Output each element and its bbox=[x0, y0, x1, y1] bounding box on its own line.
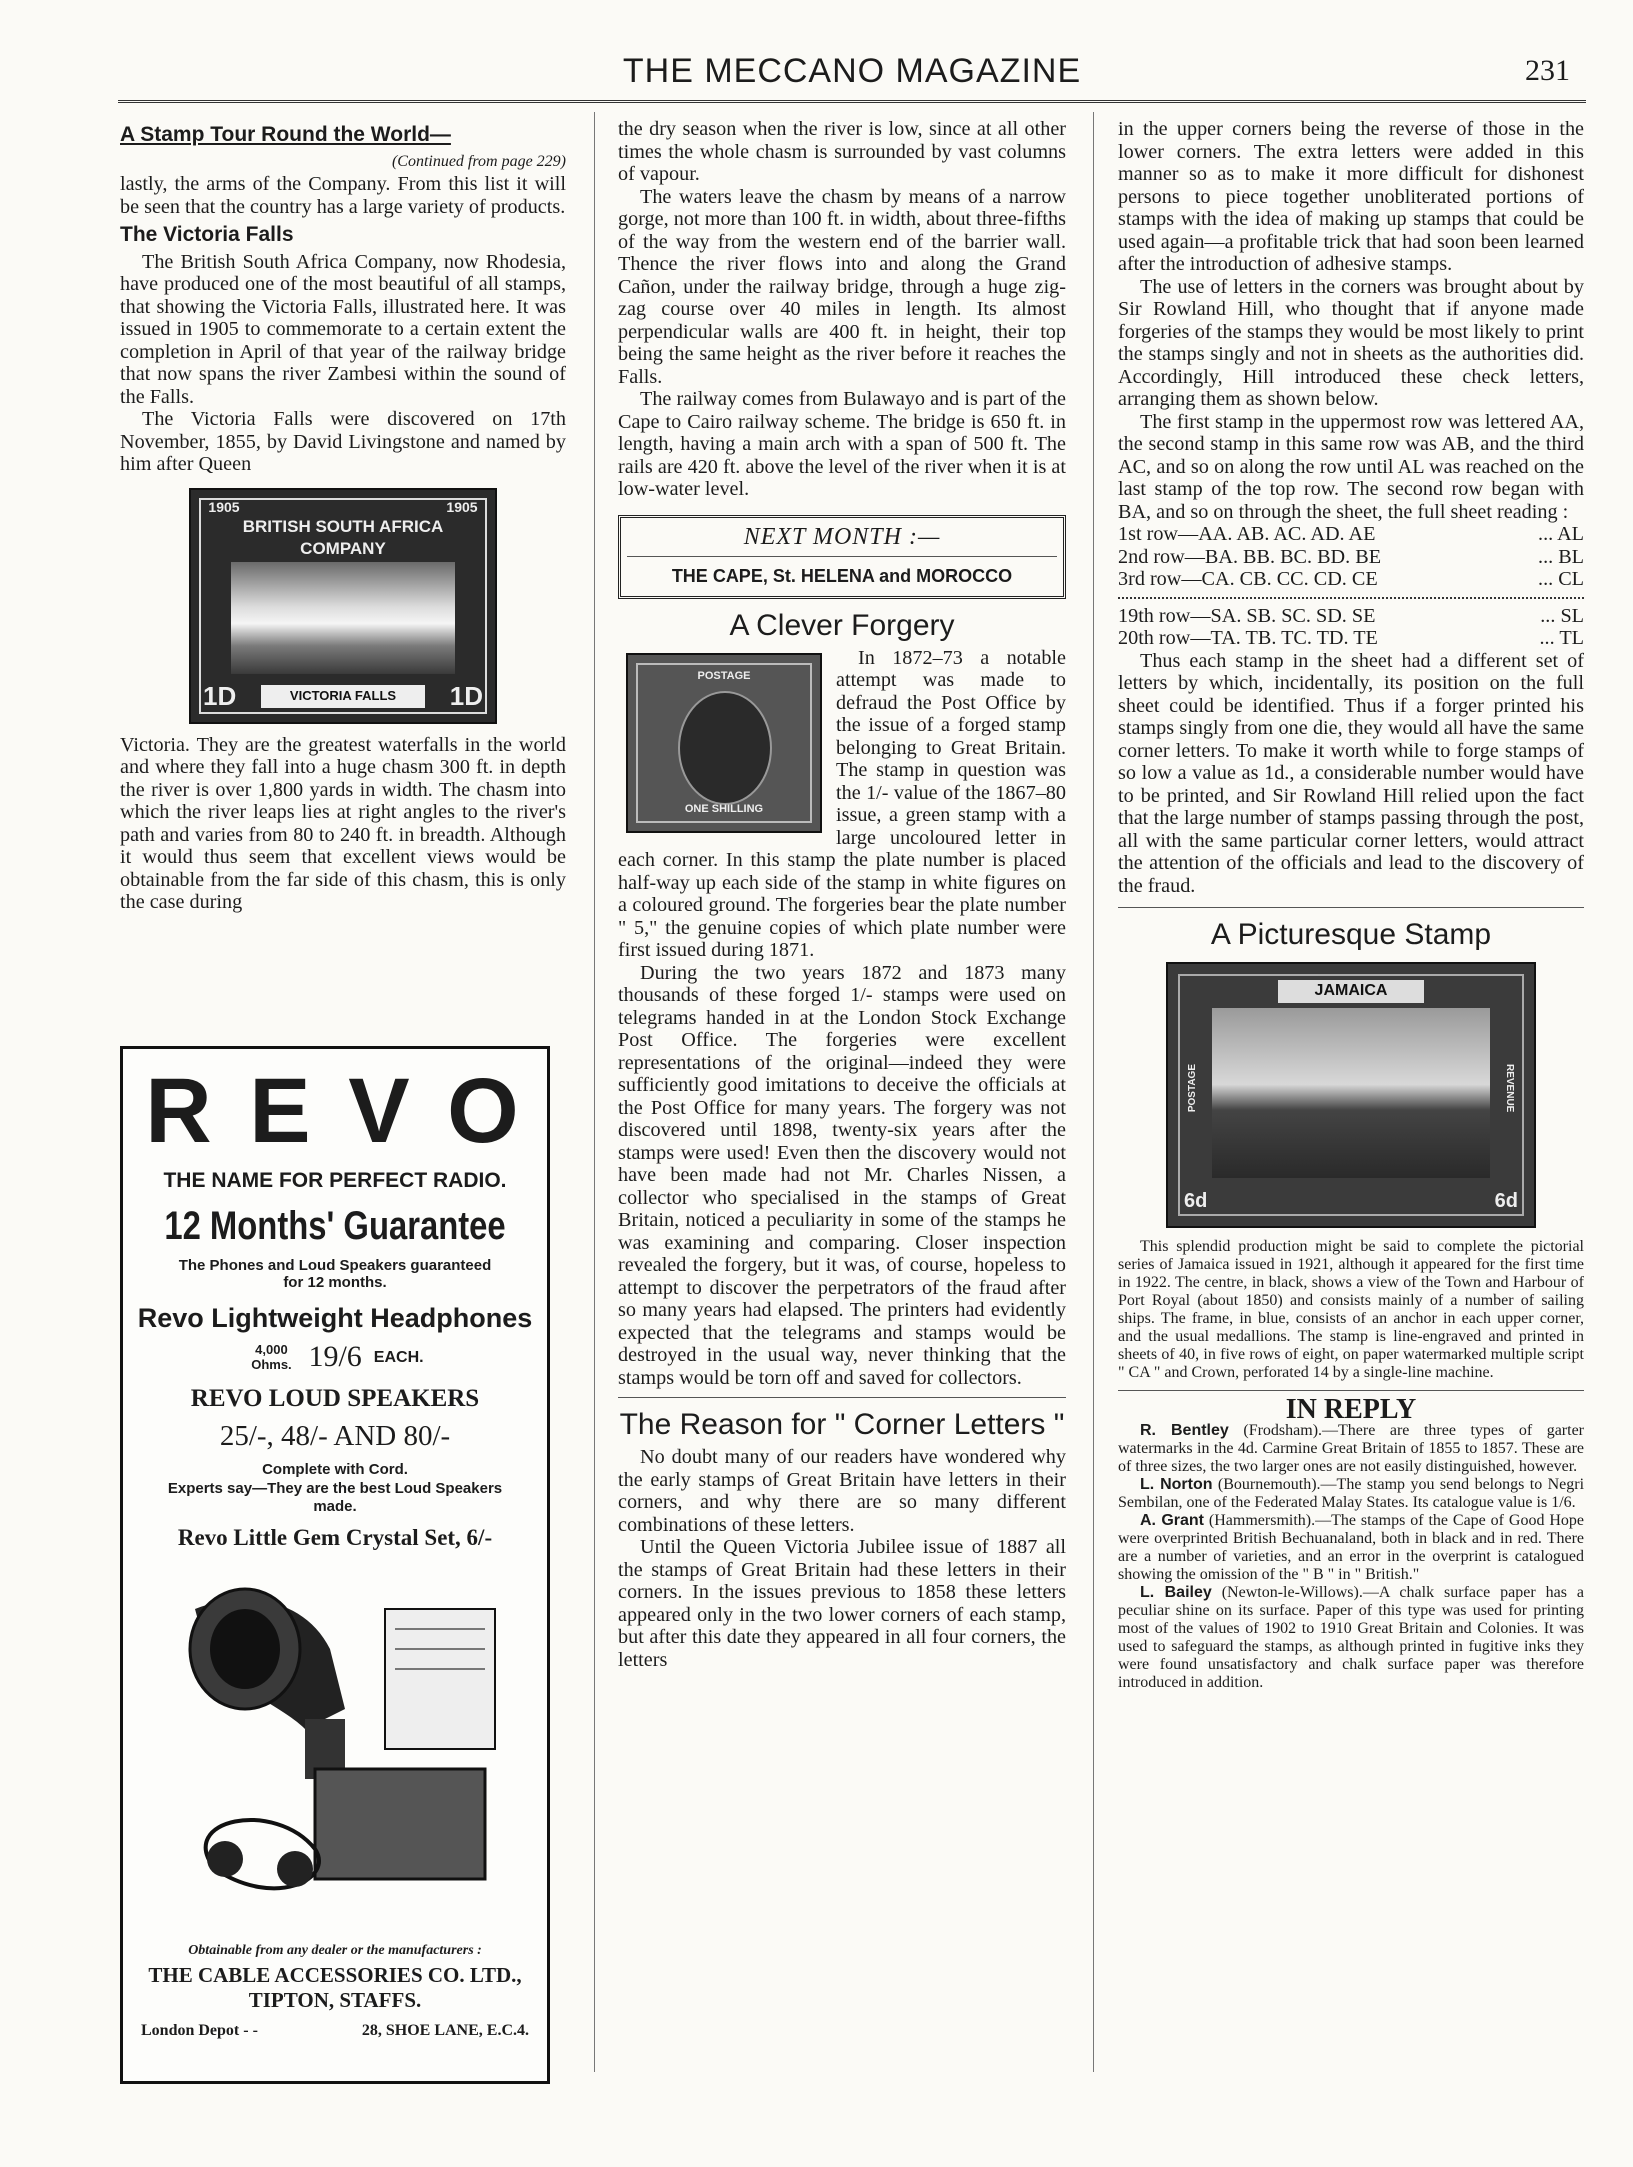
loudspeaker-illustration bbox=[155, 1569, 515, 1929]
next-month-box bbox=[618, 515, 1066, 599]
section-rule bbox=[618, 1397, 1066, 1398]
ad-ohms: 4,000 Ohms. bbox=[251, 1341, 292, 1372]
stamp-value-left: 1D bbox=[203, 681, 237, 711]
ad-crystal: Revo Little Gem Crystal Set, 6/- bbox=[177, 1524, 493, 1550]
magazine-title: THE MECCANO MAGAZINE bbox=[622, 52, 1082, 90]
revo-advertisement bbox=[120, 1046, 550, 2084]
article-heading: A Stamp Tour Round the World— bbox=[120, 123, 451, 146]
page-number: 231 bbox=[1525, 54, 1570, 87]
forgery-heading: A Clever Forgery bbox=[729, 608, 955, 642]
paragraph: The Victoria Falls were discovered on 17th November, 1855, by David Livingstone and named by him after Queen bbox=[120, 408, 566, 475]
ad-obtainable: Obtainable from any dealer or the manufacturers : bbox=[188, 1943, 482, 1959]
reply-item: L. Bailey (Newton-le-Willows).—A chalk surface paper has a peculiar shine on its surface. Paper of this type was used for printing most of the values of 1902 to 1910 Great Britain and Colonies. It was used to safeguard the stamps, as although printed in fugitive inks they were found unsatisfactory and chalk surface paper was therefore introduced in addition. bbox=[1118, 1583, 1584, 1691]
stamp-value-right: 1D bbox=[449, 681, 483, 711]
stamp3-value-left: 6d bbox=[1184, 1189, 1208, 1212]
paragraph: In 1872–73 a notable attempt was made to defraud the Post Office by the issue of a forged stamp belonging to Great Britain. The stamp in question was the 1/- value of the 1867–80 issue, a green stamp with a large uncoloured letter in each corner. In this stamp the plate number is placed half-way up each side of the stamp in white figures on a coloured ground. The forgeries bear the plate number " 5," the genuine copies of which plate number were first issued during 1871. bbox=[618, 646, 1066, 961]
stamp-year-left: 1905 bbox=[208, 498, 240, 515]
ad-depot-address: 28, SHOE LANE, E.C.4. bbox=[361, 2021, 529, 2039]
ad-depot-label: London Depot - - bbox=[141, 2021, 258, 2039]
page-header bbox=[118, 52, 1586, 98]
paragraph: in the upper corners being the reverse of those in the lower corners. The extra letters were added in this manner so as to make it more difficult for dishonest persons to piece together unobliterated portions of stamps with the idea of making up stamps that could be used again—a profitable trick that had soon been learned after the introduction of adhesive stamps. bbox=[1118, 118, 1584, 275]
section-rule bbox=[1118, 1390, 1584, 1391]
stamp-caption: This splendid production might be said to complete the pictorial series of Jamaica issued in 1921, although it appeared for the first time in 1922. The centre, in black, shows a view of the Town and Harbour of Port Royal (about 1850) and consists mainly of a number of sailing ships. The frame, in blue, consists of an anchor in each upper corner, and the usual medallions. The stamp is line-engraved and printed in sheets of 40, in five rows of eight, on paper watermarked multiple script " CA " and Crown, perforated 14 by a single-line machine. bbox=[1118, 1238, 1584, 1381]
waterfall-picture bbox=[231, 562, 455, 674]
dotted-separator bbox=[1118, 597, 1584, 599]
paragraph: The railway comes from Bulawayo and is part of the Cape to Cairo railway scheme. The bridge is 650 ft. in length, having a main arch with a span of 500 ft. The rails are 420 ft. above the level of the river when it is at low-water level. bbox=[618, 388, 1066, 500]
ad-guarantee-sub: The Phones and Loud Speakers guaranteed for 12 months. bbox=[178, 1256, 492, 1292]
ad-company: THE CABLE ACCESSORIES CO. LTD., bbox=[148, 1963, 522, 1988]
corner-letters-heading: The Reason for " Corner Letters " bbox=[619, 1408, 1065, 1441]
column-2 bbox=[618, 118, 1066, 2038]
ad-headphones: Revo Lightweight Headphones bbox=[137, 1303, 533, 1334]
ad-each: EACH. bbox=[373, 1348, 424, 1366]
sheet-row: 20th row—TA. TB. TC. TD. TE ... TL bbox=[1118, 627, 1584, 649]
paragraph: During the two years 1872 and 1873 many thousands of these forged 1/- stamps were used on telegrams handed in at the London Stock Exchange Post Office. The forgeries were excellent representations of the original—indeed they were sufficiently good imitations to deceive the officials at the Post Office for many years. The forgery was not discovered until 1898, twenty-six years after the stamps were used! Even then the discovery would not have been made had not Mr. Charles Nissen, a collector who specialised in the stamps of Great Britain, noticed a peculiarity in some of the stamps he was examining and comparing. Closer inspection revealed the forgery, but it was, of course, hopeless to attempt to discover the perpetrators of the fraud after so many years had elapsed. The printers had evidently expected that the telegrams and stamps would be destroyed in the usual way, never thinking that the stamps would be torn off and saved for collectors. bbox=[618, 961, 1066, 1389]
ad-guarantee: 12 Months' Guarantee bbox=[164, 1203, 506, 1248]
stamp2-bottom-text: ONE SHILLING bbox=[684, 803, 764, 815]
continued-note: (Continued from page 229) bbox=[391, 152, 566, 170]
next-month-title: THE CAPE, St. HELENA and MOROCCO bbox=[671, 566, 1013, 586]
stamp3-top-text: JAMAICA bbox=[1278, 980, 1424, 1003]
ad-speaker-prices: 25/-, 48/- AND 80/- bbox=[219, 1419, 451, 1452]
column-divider-1 bbox=[594, 112, 595, 2072]
ad-town: TIPTON, STAFFS. bbox=[248, 1987, 422, 2012]
stamp-top-text: BRITISH SOUTH AFRICA COMPANY bbox=[242, 516, 444, 558]
column-3 bbox=[1118, 118, 1584, 2038]
column-1 bbox=[120, 118, 566, 1040]
reply-item: A. Grant (Hammersmith).—The stamps of the Cape of Good Hope were overprinted British Bechuanaland, both in black and in red. There are a number of varieties, and an error in the overprint is catalogued showing the omission of the " B " in " British." bbox=[1118, 1511, 1584, 1583]
picturesque-heading: A Picturesque Stamp bbox=[1210, 918, 1492, 951]
header-rule bbox=[118, 100, 1586, 103]
paragraph: lastly, the arms of the Company. From this list it will be seen that the country has a large variety of products. bbox=[120, 173, 566, 218]
reply-item: R. Bentley (Frodsham).—There are three types of garter watermarks in the 4d. Carmine Great Britain of 1855 to 1857. These are of three sizes, the two larger ones are not easily distinguished, however. bbox=[1118, 1421, 1584, 1475]
sheet-row: 3rd row—CA. CB. CC. CD. CE ... CL bbox=[1118, 568, 1584, 590]
victoria-falls-stamp-image bbox=[189, 488, 497, 724]
ad-brand: R E V O bbox=[145, 1060, 525, 1162]
stamp3-right-text: REVENUE bbox=[1504, 1064, 1515, 1113]
subheading: The Victoria Falls bbox=[120, 223, 294, 246]
stamp3-value-right: 6d bbox=[1494, 1189, 1518, 1212]
paragraph: Thus each stamp in the sheet had a different set of letters by which, incidentally, its position on the full sheet could be identified. Thus if a forger printed his stamps singly from one die, they would all have the same corner letters. To make it worth while to forge stamps of so low a value as 1d., a considerable number would have to be printed, and Sir Rowland Hill relied upon the fact that the large number of stamps passing through the post, all with the same particular corner letters, would attract the attention of the officials and lead to the discovery of the fraud. bbox=[1118, 649, 1584, 897]
sheet-row: 2nd row—BA. BB. BC. BD. BE ... BL bbox=[1118, 545, 1584, 568]
section-rule bbox=[1118, 907, 1584, 908]
ad-price: 19/6 bbox=[308, 1340, 362, 1374]
stamp-bottom-text: VICTORIA FALLS bbox=[261, 685, 425, 708]
paragraph: The British South Africa Company, now Rhodesia, have produced one of the most beautiful of all stamps, that showing the Victoria Falls, illustrated here. It was issued in 1905 to commemorate to a certain extent the completion in April of that year of the railway bridge that now spans the river Zambesi within the sound of the Falls. bbox=[120, 250, 566, 408]
stamp2-top-text: POSTAGE bbox=[697, 669, 751, 682]
ad-cord: Complete with Cord. bbox=[262, 1461, 408, 1479]
ad-experts: Experts say—They are the best Loud Speakers made. bbox=[167, 1480, 503, 1515]
paragraph: The use of letters in the corners was brought about by Sir Rowland Hill, who thought that if anyone made forgeries of the stamps they would be most likely to print the stamps singly and not in sheets as the authorities did. Accordingly, Hill introduced these check letters, arranging them as shown below. bbox=[1118, 275, 1584, 410]
ad-speakers: REVO LOUD SPEAKERS bbox=[190, 1384, 480, 1412]
stamp3-left-text: POSTAGE bbox=[1187, 1064, 1198, 1113]
ad-tagline: THE NAME FOR PERFECT RADIO. bbox=[163, 1168, 507, 1192]
in-reply-heading: IN REPLY bbox=[1285, 1394, 1417, 1425]
paragraph: The first stamp in the uppermost row was lettered AA, the second stamp in this same row was AB, and the third AC, and so on along the row until AL was reached on the last stamp of the top row. The second row began with BA, and so on through the sheet, the full sheet reading : bbox=[1118, 410, 1584, 523]
sheet-row: 19th row—SA. SB. SC. SD. SE ... SL bbox=[1118, 604, 1584, 627]
harbour-picture bbox=[1212, 1008, 1490, 1178]
paragraph: Victoria. They are the greatest waterfalls in the world and where they fall into a huge chasm 300 ft. in depth the river is over 1,800 yards in width. The chasm into which the river leaps lies at right angles to the river's path and varies from 80 to 240 ft. in breadth. Although it would thus seem that excellent views would be obtainable from the far side of this chasm, this is only the case during bbox=[120, 733, 566, 913]
queen-portrait bbox=[678, 691, 772, 805]
sheet-row: 1st row—AA. AB. AC. AD. AE ... AL bbox=[1118, 523, 1584, 545]
reply-item: L. Norton (Bournemouth).—The stamp you send belongs to Negri Sembilan, one of the Federated Malay States. Its catalogue value is 1/6. bbox=[1118, 1475, 1584, 1511]
paragraph: No doubt many of our readers have wondered why the early stamps of Great Britain have letters in their corners, and why there are so many different combinations of these letters. bbox=[618, 1446, 1066, 1536]
stamp-year-right: 1905 bbox=[446, 498, 478, 515]
paragraph: the dry season when the river is low, since at all other times the whole chasm is surrounded by vast columns of vapour. bbox=[618, 118, 1066, 185]
paragraph: Until the Queen Victoria Jubilee issue of 1887 all the stamps of Great Britain had these letters in their corners. In the issues previous to 1858 these letters appeared only in the two lower corners of each stamp, but after this date they appeared in all four corners, the letters bbox=[618, 1536, 1066, 1671]
next-month-label: NEXT MONTH :— bbox=[743, 523, 941, 550]
paragraph: The waters leave the chasm by means of a narrow gorge, not more than 100 ft. in width, about three-fifths of the way from the western end of the barrier wall. Thence the river flows into and along the Grand Cañon, under the railway bridge, through a huge zig-zag course over 40 miles in length. Its almost perpendicular walls are 400 ft. in height, their top being the same height as the river before it reaches the Falls. bbox=[618, 185, 1066, 388]
forged-shilling-stamp-image bbox=[626, 653, 822, 833]
column-divider-2 bbox=[1093, 112, 1094, 2072]
jamaica-stamp-image bbox=[1166, 962, 1536, 1228]
